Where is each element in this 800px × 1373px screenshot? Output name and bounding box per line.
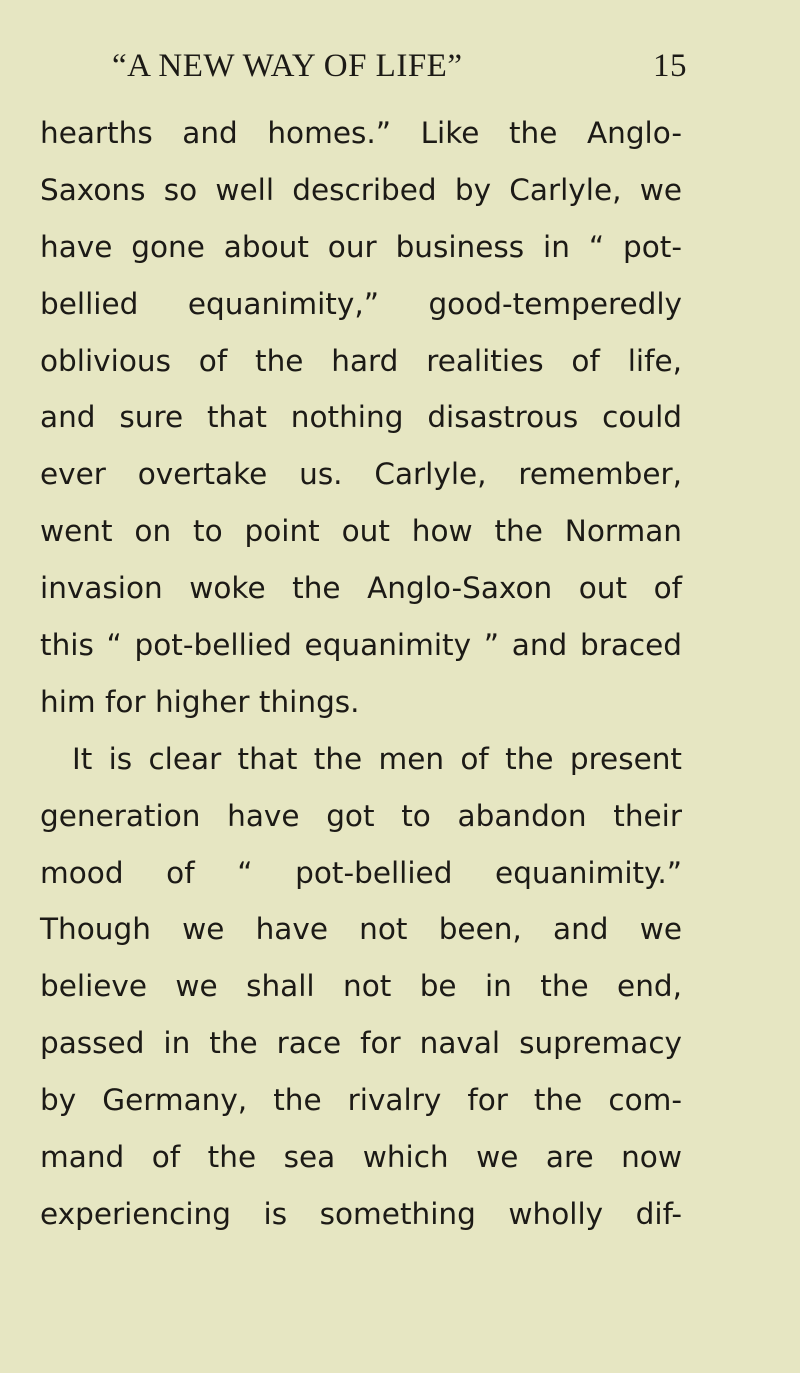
text-line: believe we shall not be in the end, [40, 969, 682, 1004]
text-line: mood of “ pot-bellied equanimity.” [40, 855, 682, 890]
text-line: went on to point out how the Norman [40, 514, 682, 549]
text-line: by Germany, the rivalry for the com- [40, 1083, 682, 1118]
text-line: passed in the race for naval supremacy [40, 1026, 682, 1061]
text-line: invasion woke the Anglo-Saxon out of [40, 571, 682, 606]
running-title: “A NEW WAY OF LIFE” [112, 48, 463, 84]
page-number: 15 [653, 48, 687, 84]
text-line: bellied equanimity,” good-temperedly [40, 286, 682, 321]
text-line: mand of the sea which we are now [40, 1140, 682, 1175]
text-line: Saxons so well described by Carlyle, we [40, 172, 682, 207]
text-line: this “ pot-bellied equanimity ” and braced [40, 628, 682, 663]
text-line: and sure that nothing disastrous could [40, 400, 682, 435]
text-line: ever overtake us. Carlyle, remember, [40, 457, 682, 492]
running-head [112, 48, 687, 92]
paragraph-start-line: It is clear that the men of the present [72, 741, 682, 776]
text-line: hearths and homes.” Like the Anglo- [40, 116, 682, 150]
text-line: oblivious of the hard realities of life, [40, 343, 682, 378]
paragraph-end-line: him for higher things. [40, 684, 360, 719]
text-line: experiencing is something wholly dif- [40, 1196, 682, 1231]
text-line: generation have got to abandon their [40, 798, 682, 833]
text-line: have gone about our business in “ pot- [40, 229, 682, 264]
text-line: Though we have not been, and we [40, 912, 682, 947]
body-text [40, 105, 682, 1243]
